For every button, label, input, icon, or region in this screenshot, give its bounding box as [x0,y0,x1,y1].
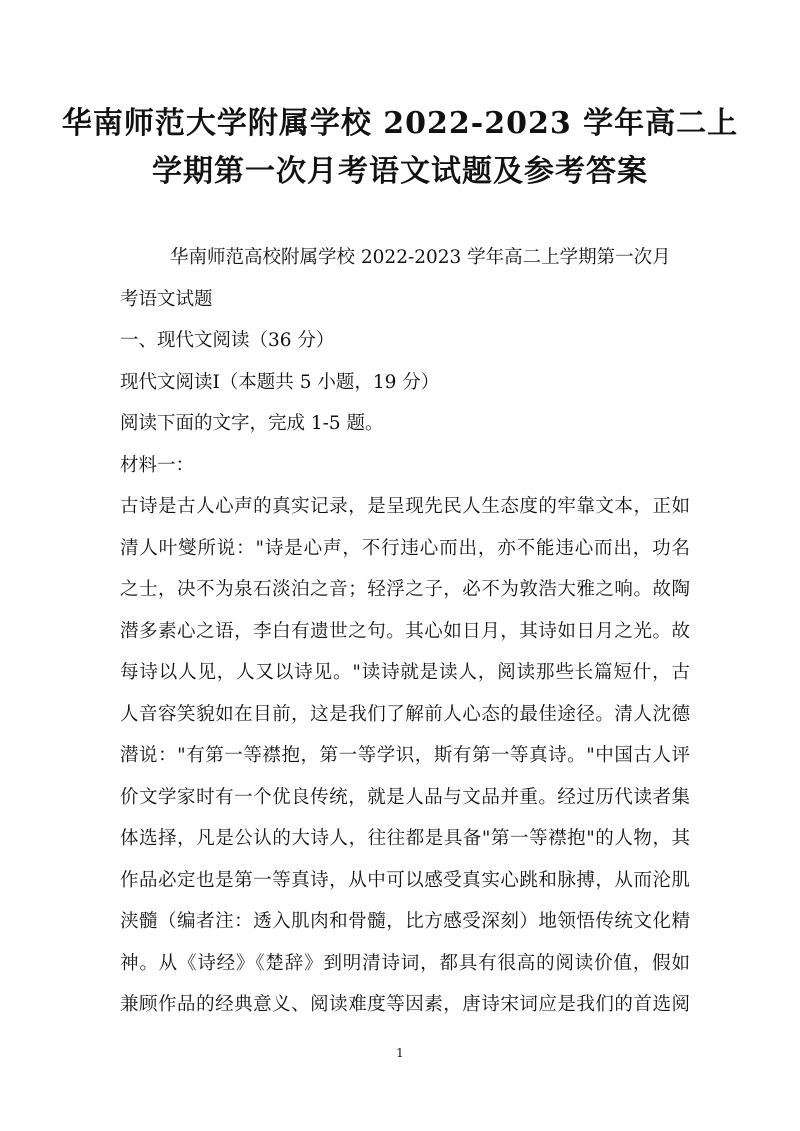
passage-line: 神。从《诗经》《楚辞》到明清诗词，都具有很高的阅读价值，假如 [120,952,690,974]
section-heading: 一、现代文阅读（36 分） [120,330,335,351]
exam-header-line-2: 考语文试题 [120,288,213,310]
passage-line: 每诗以人见，人又以诗见。"读诗就是读人，阅读那些长篇短什，古 [120,662,690,683]
passage-line: 潜说："有第一等襟抱，第一等学识，斯有第一等真诗。"中国古人评 [120,745,690,766]
title-line-1: 华南师范大学附属学校 2022-2023 学年高二上 [61,106,739,141]
passage-line: 兼顾作品的经典意义、阅读难度等因素，唐诗宋词应是我们的首选阅 [120,994,690,1015]
passage-line: 体选择，凡是公认的大诗人，往往都是具备"第一等襟抱"的人物，其 [120,828,690,849]
page-number: 1 [396,1046,404,1060]
material-label: 材料一： [120,454,195,476]
document-title [0,100,800,196]
passage-line: 浃髓（编者注：透入肌肉和骨髓，比方感受深刻）地领悟传统文化精 [120,911,690,932]
passage-line: 之士，决不为泉石淡泊之音；轻浮之子，必不为敦浩大雅之响。故陶 [120,579,690,600]
exam-header-line-1: 华南师范高校附属学校 2022-2023 学年高二上学期第一次月 [170,247,671,268]
passage-line: 人音容笑貌如在目前，这是我们了解前人心态的最佳途径。清人沈德 [120,703,690,725]
document-body [120,237,690,1026]
passage-line: 价文学家时有一个优良传统，就是人品与文品并重。经过历代读者集 [120,786,690,808]
passage-line: 古诗是古人心声的真实记录，是呈现先民人生态度的牢靠文本，正如 [120,496,690,517]
passage-line: 清人叶燮所说："诗是心声，不行违心而出，亦不能违心而出，功名 [120,537,690,559]
instruction-text: 阅读下面的文字，完成 1-5 题。 [120,413,384,434]
subsection-heading: 现代文阅读Ⅰ（本题共 5 小题，19 分） [120,371,440,393]
passage-line: 潜多素心之语，李白有遗世之句。其心如日月，其诗如日月之光。故 [120,620,690,642]
passage-line: 作品必定也是第一等真诗，从中可以感受真实心跳和脉搏，从而沦肌 [120,869,690,891]
title-line-2: 学期第一次月考语文试题及参考答案 [152,154,648,189]
